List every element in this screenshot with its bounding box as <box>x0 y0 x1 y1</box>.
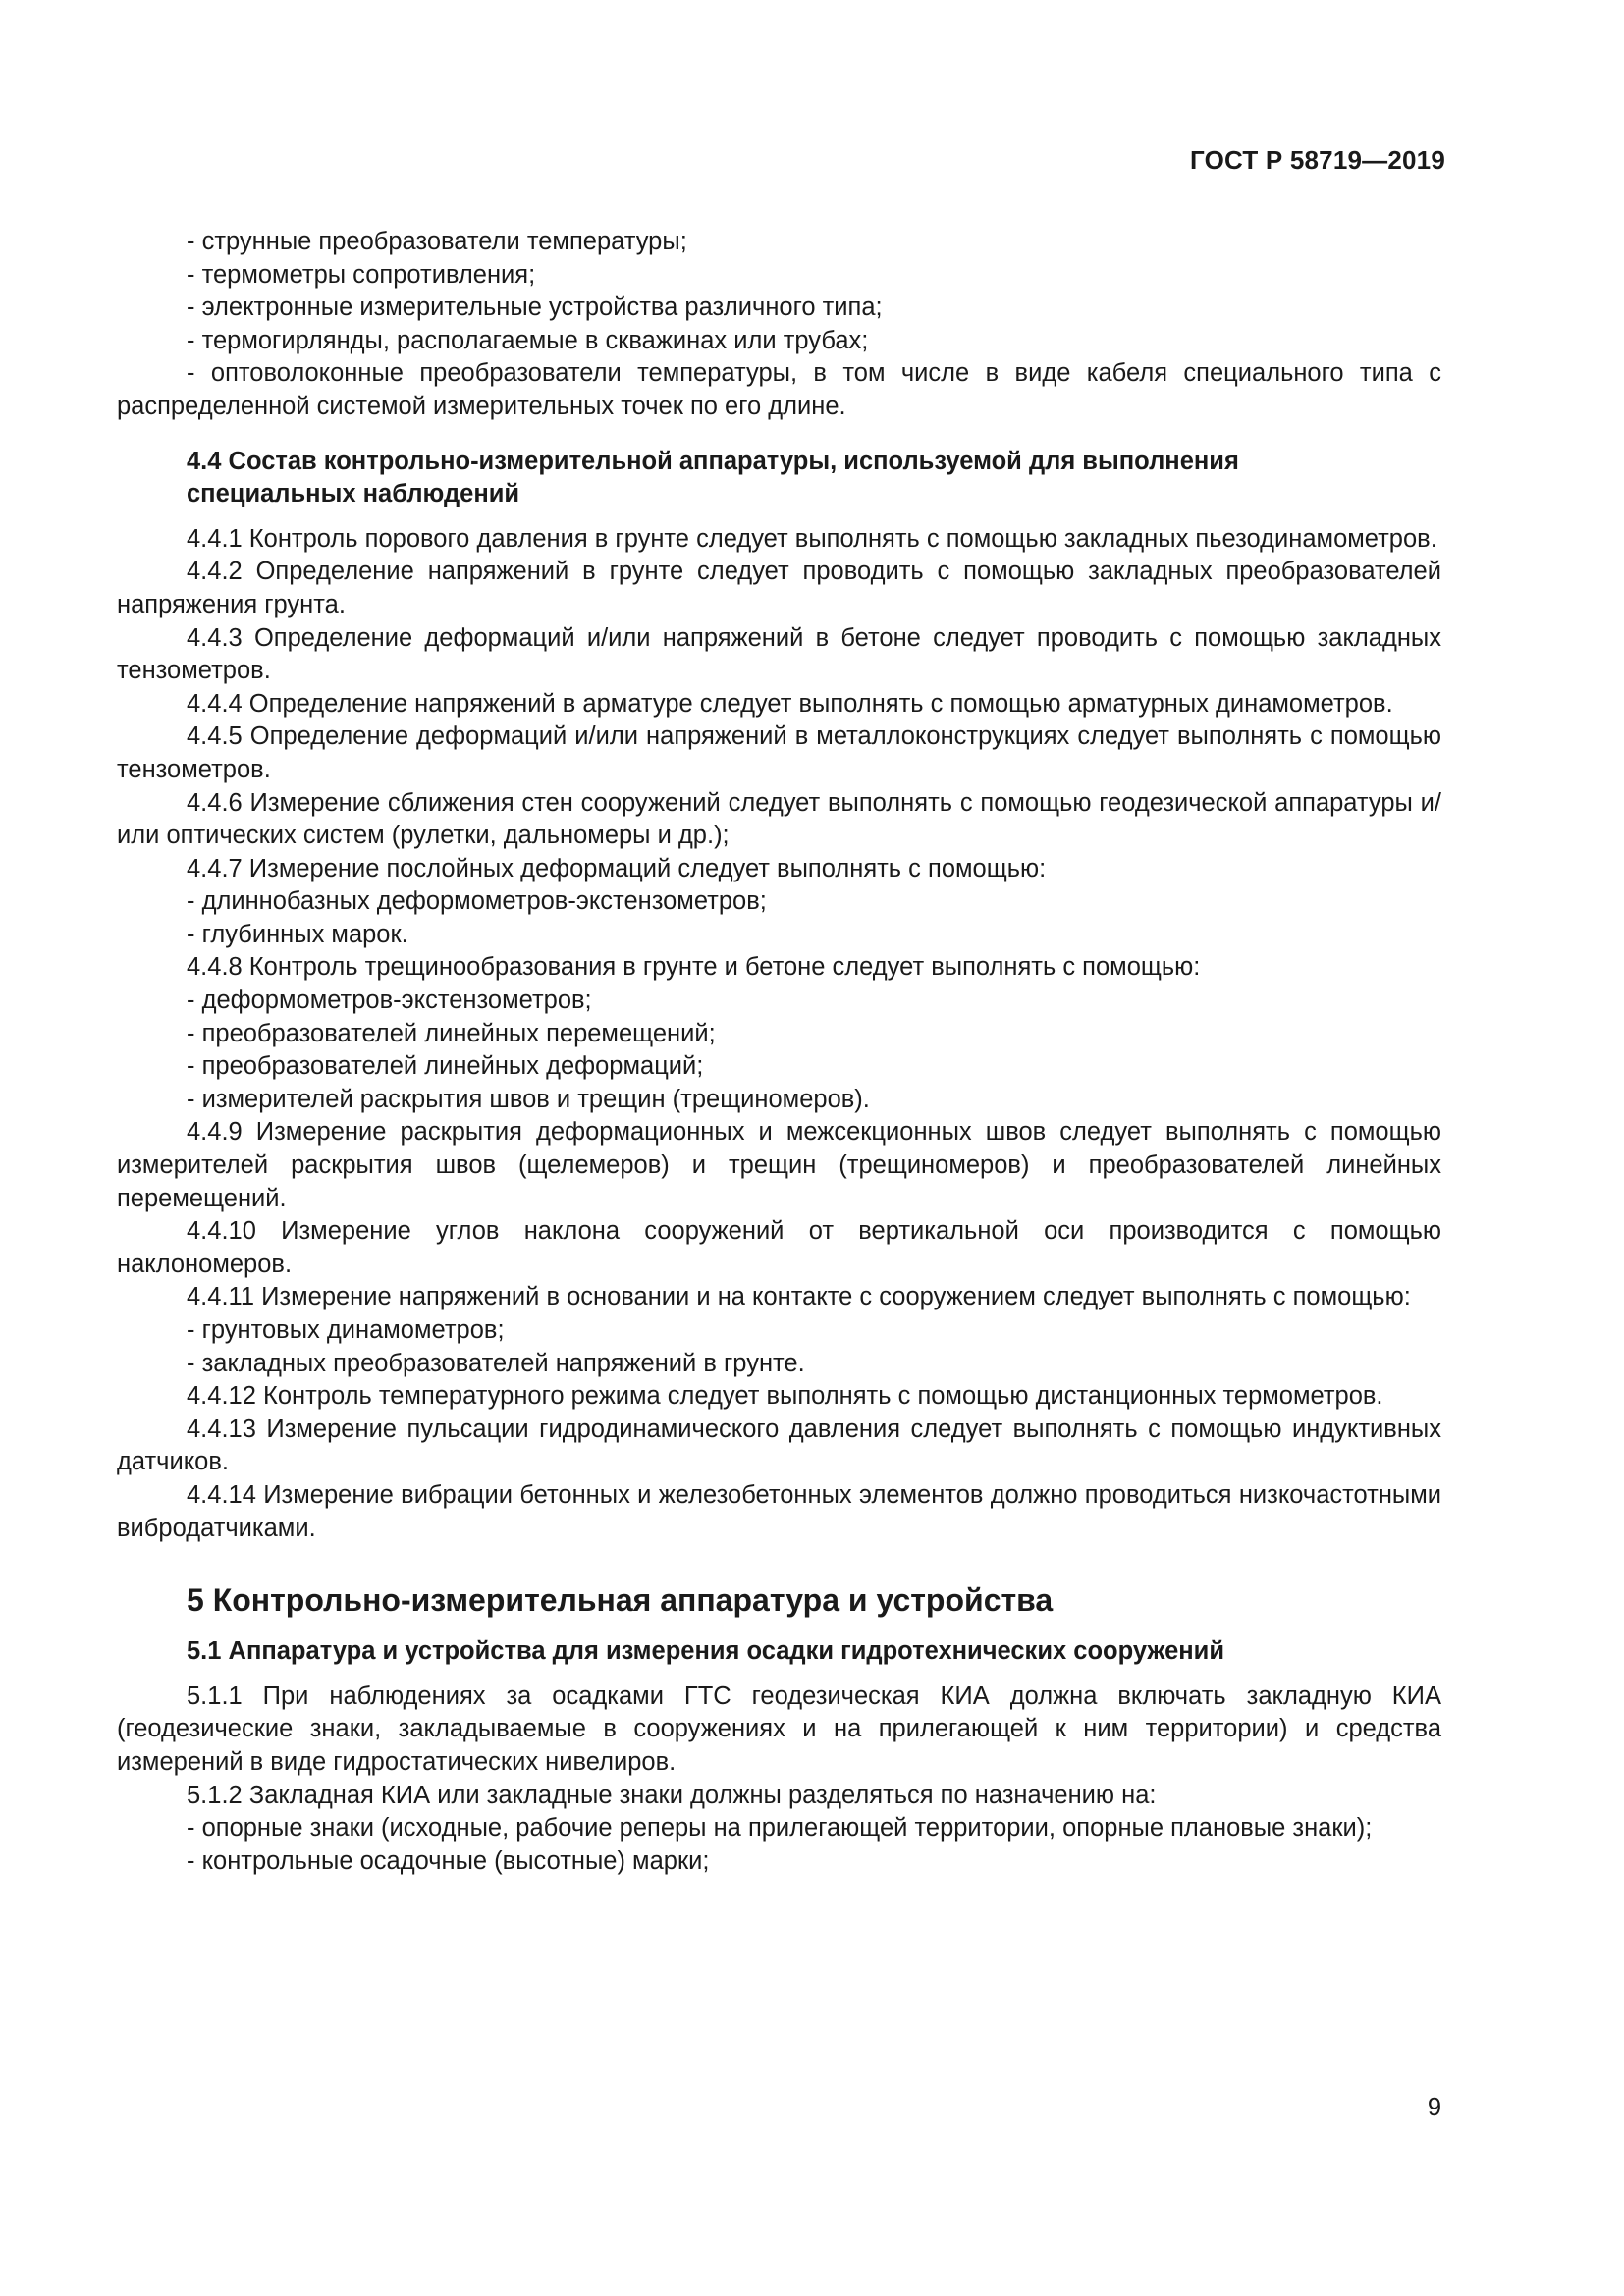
list-item: - грунтовых динамометров; <box>187 1316 505 1344</box>
clause-4-4-9: 4.4.9 Измерение раскрытия деформационных и межсекционных швов следует выполнять с помощью измерителей раскрытия швов (щелемеров) и трещин (трещиномеров) и преобразователей линейных перемещений. <box>117 1118 1441 1212</box>
clause-4-4-14: 4.4.14 Измерение вибрации бетонных и железобетонных элементов должно проводиться низкочастотными вибродатчиками. <box>117 1480 1441 1542</box>
clause-4-4-5: 4.4.5 Определение деформаций и/или напряжений в металлоконструкциях следует выполнять с помощью тензометров. <box>117 722 1441 783</box>
section-heading-5: 5 Контрольно-измерительная аппаратура и устройства <box>187 1582 1054 1619</box>
clause-4-4-3: 4.4.3 Определение деформаций и/или напряжений в бетоне следует проводить с помощью закладных тензометров. <box>117 623 1441 685</box>
clause-4-4-7: 4.4.7 Измерение послойных деформаций следует выполнять с помощью: <box>187 854 1047 882</box>
clause-4-4-13: 4.4.13 Измерение пульсации гидродинамического давления следует выполнять с помощью индуктивных датчиков. <box>117 1415 1441 1476</box>
clause-4-4-10: 4.4.10 Измерение углов наклона сооружений от вертикальной оси производится с помощью наклономеров. <box>117 1217 1441 1278</box>
clause-4-4-12: 4.4.12 Контроль температурного режима следует выполнять с помощью дистанционных термометров. <box>187 1382 1383 1411</box>
document-code-header: ГОСТ Р 58719—2019 <box>1190 145 1445 175</box>
section-heading-4-4: 4.4 Состав контрольно-измерительной аппаратуры, используемой для выполнения специальных наблюдений <box>187 447 1239 508</box>
list-item: - электронные измерительные устройства различного типа; <box>187 294 883 322</box>
clause-4-4-2: 4.4.2 Определение напряжений в грунте следует проводить с помощью закладных преобразователей напряжения грунта. <box>117 558 1441 618</box>
list-item: - преобразователей линейных перемещений; <box>187 1019 716 1047</box>
clause-4-4-6: 4.4.6 Измерение сближения стен сооружений следует выполнять с помощью геодезической аппаратуры и/или оптических систем (рулетки, дальномеры и др.); <box>117 788 1441 850</box>
clause-4-4-4: 4.4.4 Определение напряжений в арматуре следует выполнять с помощью арматурных динамометров. <box>187 689 1393 718</box>
list-item: - глубинных марок. <box>187 920 408 948</box>
list-item: - опорные знаки (исходные, рабочие реперы на прилегающей территории, опорные плановые знаки); <box>187 1814 1373 1842</box>
list-item: - длиннобазных деформометров-экстензометров; <box>187 887 767 916</box>
section-heading-5-1: 5.1 Аппаратура и устройства для измерения осадки гидротехнических сооружений <box>187 1637 1225 1666</box>
page-number: 9 <box>1427 2094 1441 2121</box>
document-body <box>117 226 1441 1878</box>
clause-5-1-2: 5.1.2 Закладная КИА или закладные знаки должны разделяться по назначению на: <box>187 1781 1157 1809</box>
clause-5-1-1: 5.1.1 При наблюдениях за осадками ГТС геодезическая КИА должна включать закладную КИА (геодезические знаки, закладываемые в сооружениях и на прилегающей к ним территории) и средства измерений в виде гидростатических нивелиров. <box>117 1682 1441 1776</box>
list-item: - струнные преобразователи температуры; <box>187 228 687 255</box>
list-item: - закладных преобразователей напряжений в грунте. <box>187 1349 805 1377</box>
list-item: - преобразователей линейных деформаций; <box>187 1052 704 1081</box>
list-item: - измерителей раскрытия швов и трещин (трещиномеров). <box>187 1085 870 1113</box>
list-item: - термогирлянды, располагаемые в скважинах или трубах; <box>187 326 869 354</box>
clause-4-4-1: 4.4.1 Контроль порового давления в грунте следует выполнять с помощью закладных пьезодинамометров. <box>187 524 1437 553</box>
list-item: - контрольные осадочные (высотные) марки; <box>187 1846 710 1875</box>
list-item: - деформометров-экстензометров; <box>187 987 592 1015</box>
clause-4-4-8: 4.4.8 Контроль трещинообразования в грунте и бетоне следует выполнять с помощью: <box>187 953 1201 982</box>
list-item: - оптоволоконные преобразователи температуры, в том числе в виде кабеля специального типа с распределенной системой измерительных точек по его длине. <box>117 359 1441 420</box>
list-item: - термометры сопротивления; <box>187 260 536 289</box>
clause-4-4-11: 4.4.11 Измерение напряжений в основании и на контакте с сооружением следует выполнять с помощью: <box>187 1283 1411 1311</box>
